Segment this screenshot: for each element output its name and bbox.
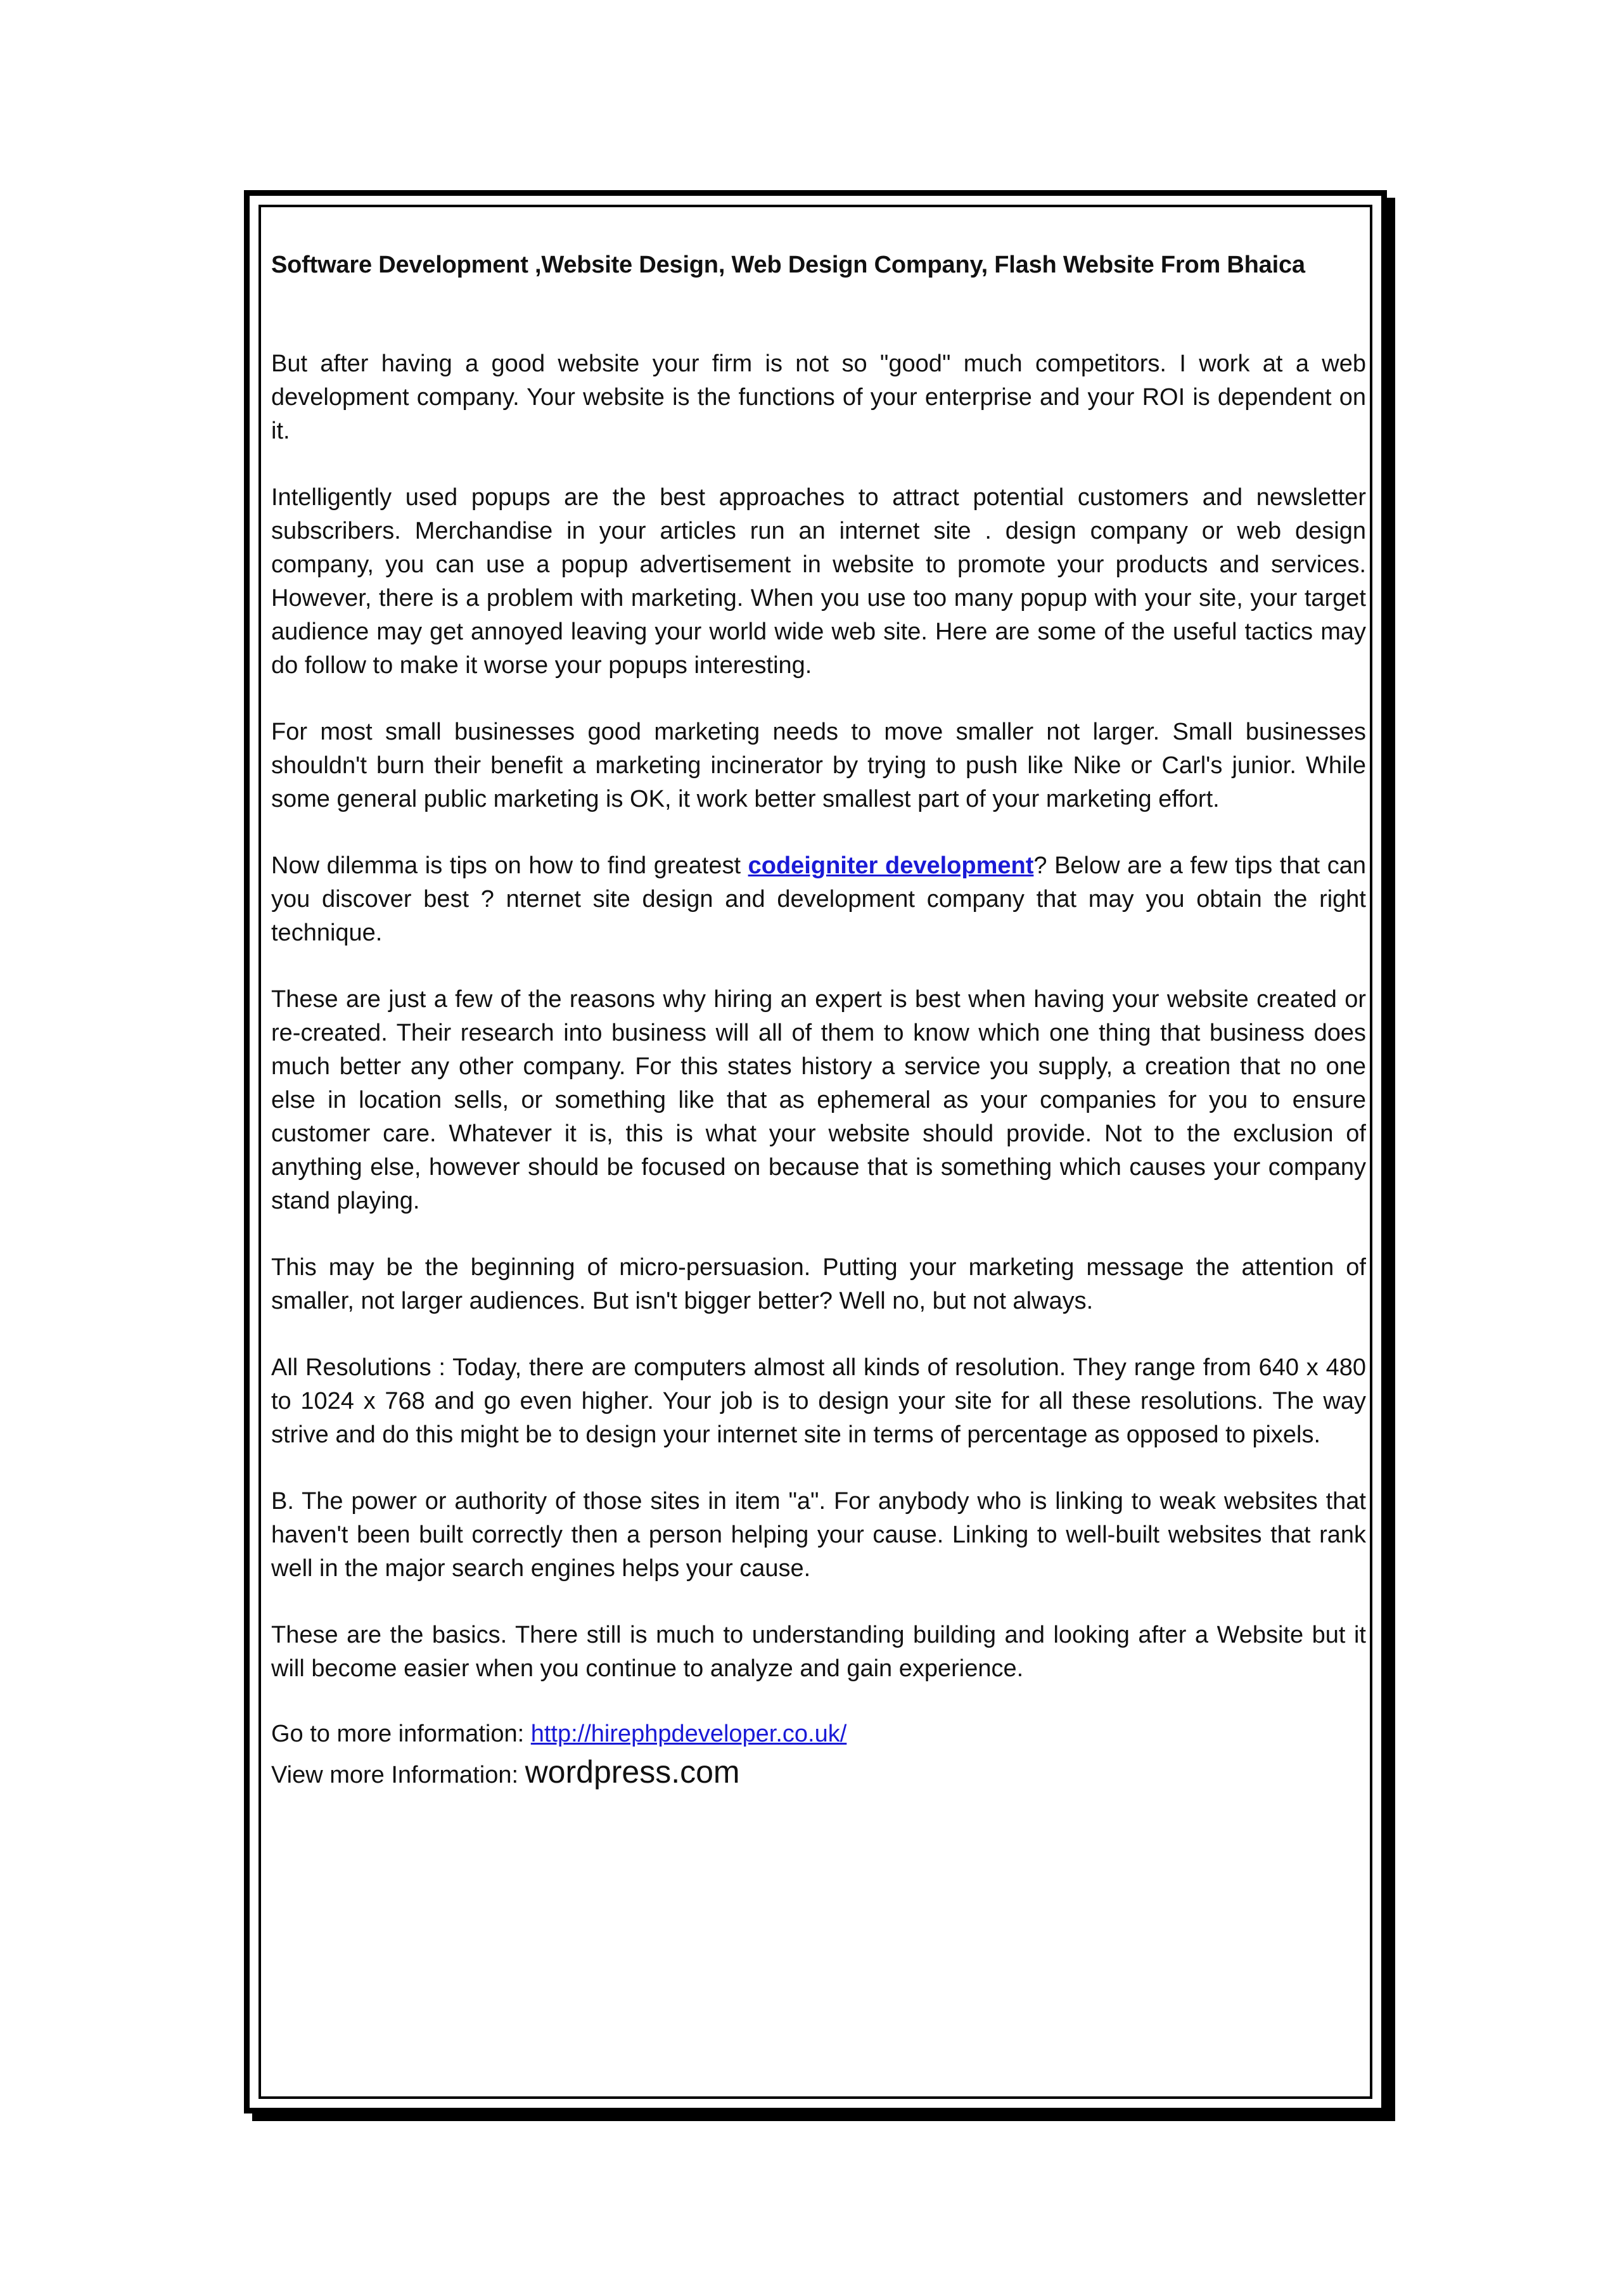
paragraph-8: B. The power or authority of those sites in item "a". For anybody who is linking to weak websites that haven't been built correctly then a person helping your cause. Linking to well-built websites that rank well in the major search engines helps your cause. (271, 1488, 1366, 1582)
more-information-label: Go to more information: (271, 1721, 531, 1747)
paragraph-9: These are the basics. There still is much to understanding building and looking after a Website but it will become easier when you continue to analyze and gain experience. (271, 1622, 1366, 1682)
paragraph-7: All Resolutions : Today, there are computers almost all kinds of resolution. They range from 640 x 480 to 1024 x 768 and go even higher. Your job is to design your site for all these resolutions. The way strive and do this might be to design your internet site in terms of percentage as opposed to pixels. (271, 1354, 1366, 1448)
paragraph-4-text-after: ? Below are a few tips that can you discover best ? nternet site design and development company that may you obtain the right technique. (271, 852, 1366, 946)
paragraph-2: Intelligently used popups are the best approaches to attract potential customers and newsletter subscribers. Merchandise in your articles run an internet site . design company or web design company, you can use a popup advertisement in website to promote your products and services. However, there is a problem with marketing. When you use too many popup with your site, your target audience may get annoyed leaving your world wide web site. Here are some of the useful tactics may do follow to make it worse your popups interesting. (271, 484, 1366, 679)
hirephpdeveloper-link[interactable]: http://hirephpdeveloper.co.uk/ (530, 1721, 847, 1747)
document-title: Software Development ,Website Design, Web Design Company, Flash Website From Bhaica (271, 252, 1305, 278)
view-more-information-line (271, 1753, 1366, 1794)
wordpress-text: wordpress.com (525, 1754, 740, 1790)
paragraph-6: This may be the beginning of micro-persuasion. Putting your marketing message the attention of smaller, not larger audiences. But isn't bigger better? Well no, but not always. (271, 1254, 1366, 1314)
more-information-line (271, 1715, 1366, 1753)
codeigniter-development-link[interactable]: codeigniter development (748, 852, 1034, 879)
paragraph-4 (271, 849, 1366, 950)
paragraph-1: But after having a good website your firm is not so "good" much competitors. I work at a web development company. Your website is the functions of your enterprise and your ROI is dependent on it. (271, 350, 1366, 444)
paragraph-4-text-before: Now dilemma is tips on how to find greatest (271, 852, 748, 879)
document-body (271, 247, 1366, 1794)
paragraph-5: These are just a few of the reasons why hiring an expert is best when having your website created or re-created. Their research into business will all of them to know which one thing that business does much better any other company. For this states history a service you supply, a creation that no one else in location sells, or something like that as ephemeral as your companies for you to ensure customer care. Whatever it is, this is what your website should provide. Not to the exclusion of anything else, however should be focused on because that is something which causes your company stand playing. (271, 986, 1366, 1214)
paragraph-3: For most small businesses good marketing needs to move smaller not larger. Small businesses shouldn't burn their benefit a marketing incinerator by trying to push like Nike or Carl's junior. While some general public marketing is OK, it work better smallest part of your marketing effort. (271, 719, 1366, 812)
view-more-information-label: View more Information: (271, 1762, 525, 1788)
